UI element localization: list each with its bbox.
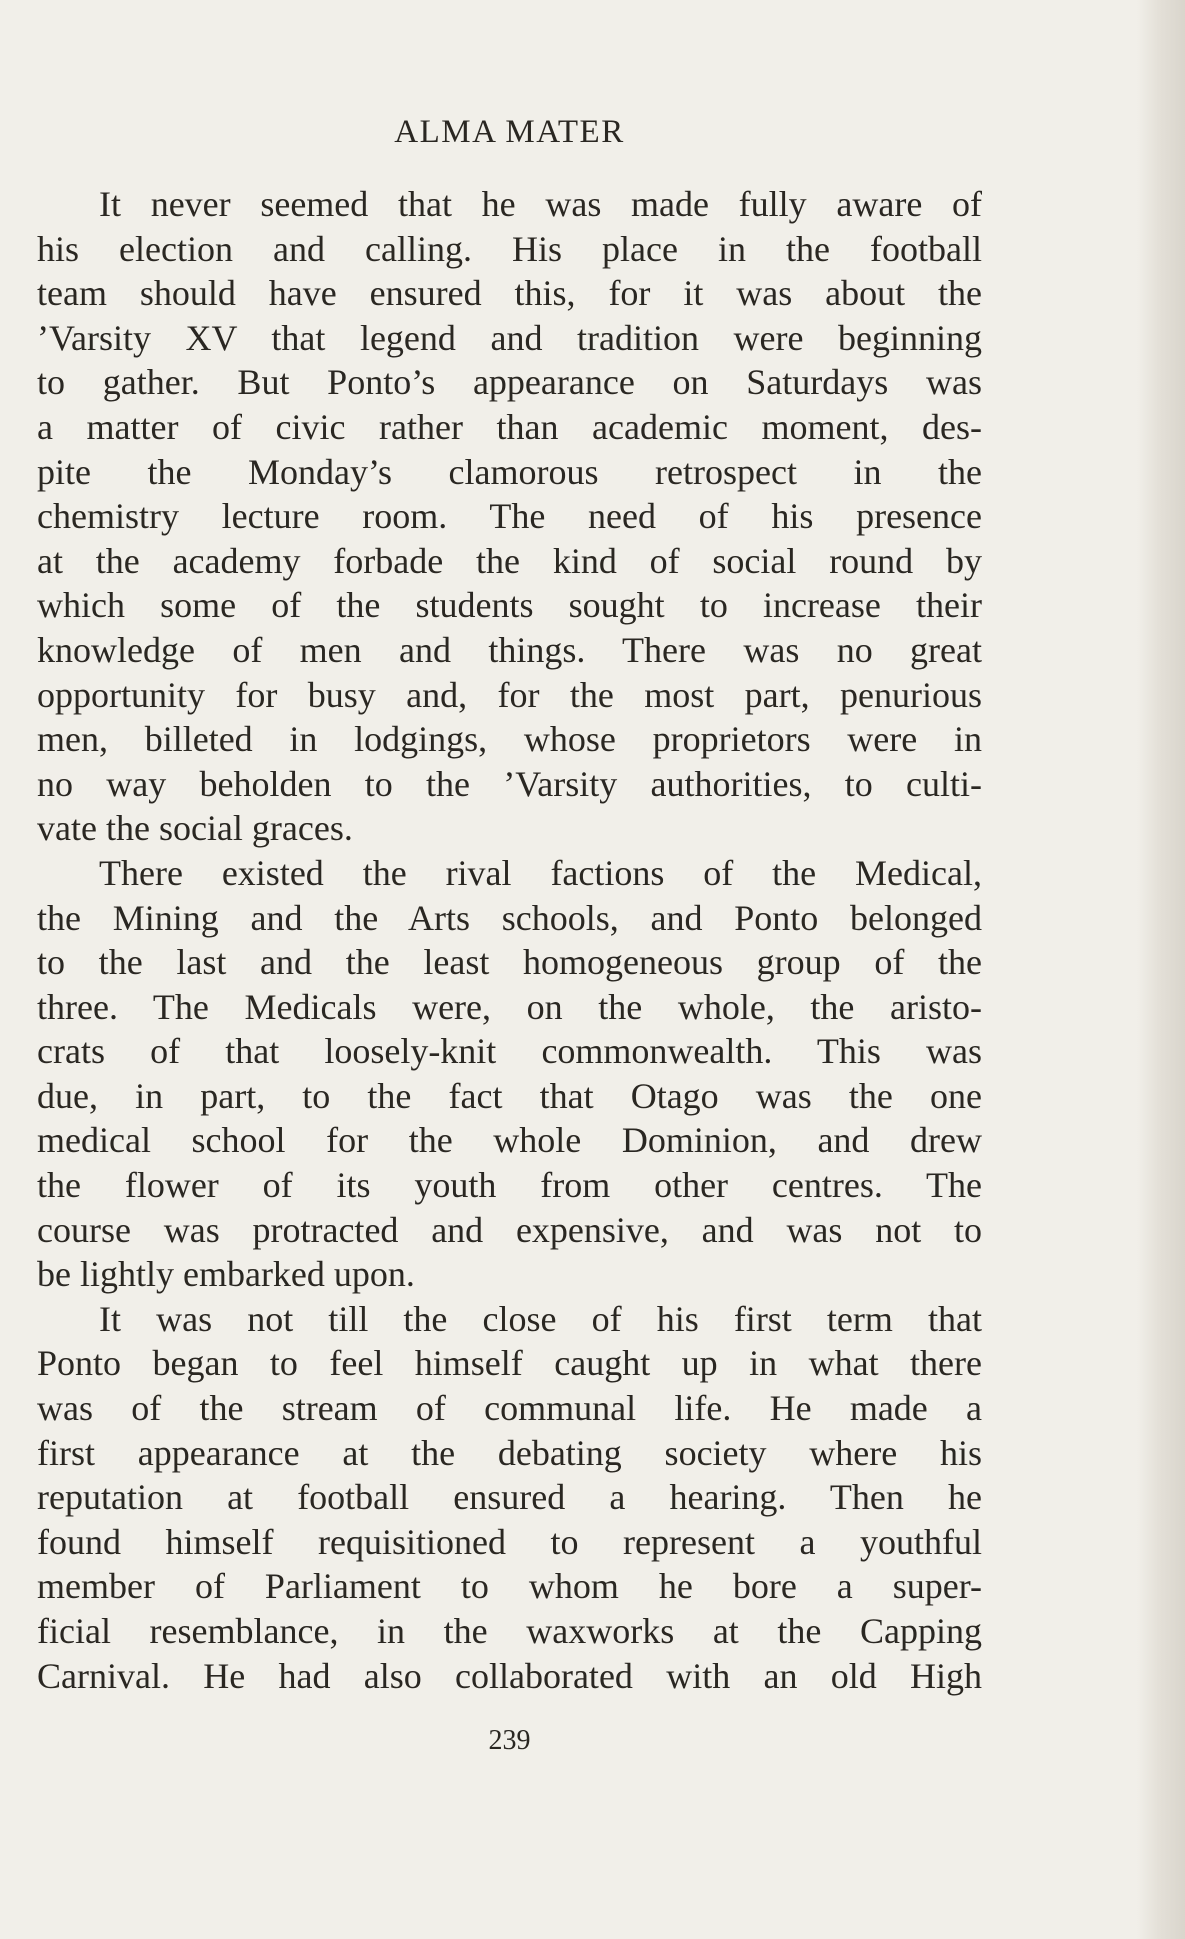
text-line: be lightly embarked upon. [37, 1254, 415, 1295]
text-line: which some of the students sought to increase their [37, 585, 982, 626]
page-number: 239 [488, 1725, 531, 1756]
text-line: Ponto began to feel himself caught up in what there [37, 1343, 982, 1384]
text-line: reputation at football ensured a hearing. Then he [37, 1477, 982, 1518]
text-line: opportunity for busy and, for the most part, penurious [37, 674, 982, 715]
body-text [37, 182, 982, 1698]
text-line: It never seemed that he was made fully aware of [99, 184, 982, 224]
text-line: It was not till the close of his first term that [99, 1298, 982, 1339]
text-line: found himself requisitioned to represent a youthful [37, 1521, 982, 1562]
text-line: first appearance at the debating society where his [37, 1432, 982, 1473]
text-line: course was protracted and expensive, and was not to [37, 1209, 982, 1250]
text-line: team should have ensured this, for it was about the [37, 273, 982, 314]
text-line: was of the stream of communal life. He made a [37, 1388, 982, 1429]
text-line: no way beholden to the ’Varsity authorities, to culti- [37, 763, 982, 804]
text-line: to the last and the least homogeneous group of the [37, 942, 982, 983]
text-line: the Mining and the Arts schools, and Ponto belonged [37, 897, 982, 938]
text-line: medical school for the whole Dominion, and drew [37, 1120, 982, 1161]
text-line: three. The Medicals were, on the whole, the aristo- [37, 986, 982, 1027]
text-line: knowledge of men and things. There was no great [37, 629, 982, 670]
text-line: Carnival. He had also collaborated with an old High [37, 1655, 982, 1696]
running-head: ALMA MATER [394, 114, 625, 150]
page-edge-shadow [1137, 0, 1185, 1939]
text-line: crats of that loosely-knit commonwealth. This was [37, 1031, 982, 1072]
text-line: to gather. But Ponto’s appearance on Saturdays was [37, 362, 982, 403]
text-line: pite the Monday’s clamorous retrospect in the [37, 451, 982, 492]
text-line: his election and calling. His place in the football [37, 228, 982, 269]
book-page [37, 112, 982, 1912]
text-line: ficial resemblance, in the waxworks at the Capping [37, 1611, 982, 1651]
text-line: at the academy forbade the kind of social round by [37, 540, 982, 581]
text-line: due, in part, to the fact that Otago was the one [37, 1075, 982, 1116]
text-line: member of Parliament to whom he bore a super- [37, 1566, 982, 1607]
text-line: There existed the rival factions of the Medical, [99, 852, 982, 893]
text-line: men, billeted in lodgings, whose proprietors were in [37, 719, 982, 760]
text-line: a matter of civic rather than academic moment, des- [37, 406, 982, 447]
text-line: chemistry lecture room. The need of his presence [37, 496, 982, 537]
text-line: ’Varsity XV that legend and tradition were beginning [37, 317, 982, 358]
text-line: vate the social graces. [37, 808, 353, 849]
text-line: the flower of its youth from other centres. The [37, 1165, 982, 1206]
